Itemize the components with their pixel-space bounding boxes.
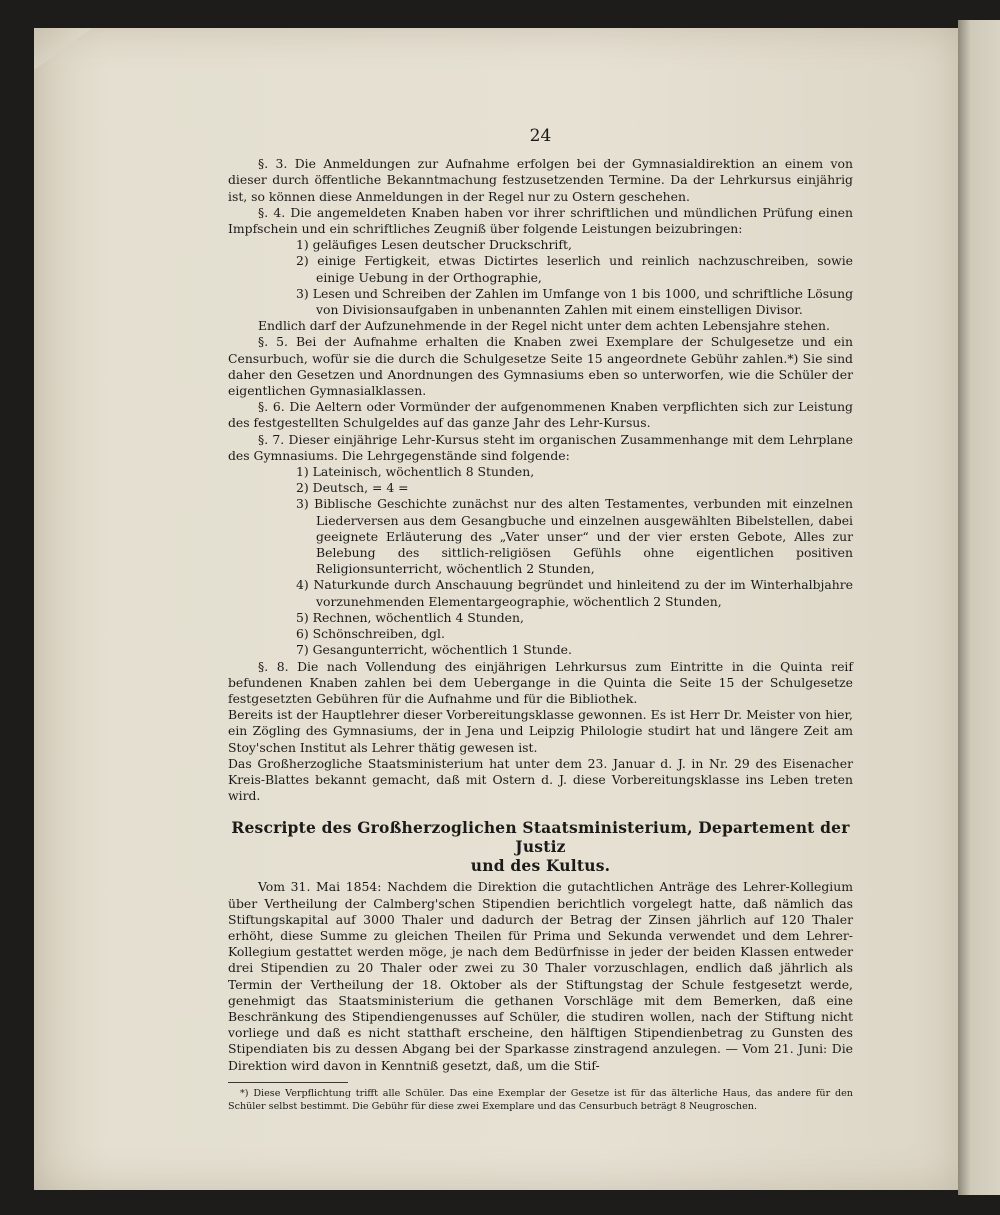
- list-item: 1) Lateinisch, wöchentlich 8 Stunden,: [296, 464, 535, 480]
- paragraph-s6: §. 6. Die Aeltern oder Vormünder der aufgenommenen Knaben verpflichten sich zur Leistung des festgestellten Schulgeldes auf das ganze Jahr des Lehr-Kursus.: [228, 399, 853, 431]
- list-item: 7) Gesangunterricht, wöchentlich 1 Stunde.: [296, 642, 572, 658]
- paragraph-s7: §. 7. Dieser einjährige Lehr-Kursus steht im organischen Zusammenhange mit dem Lehrplane des Gymnasiums. Die Lehrgegenstände sind folgende:: [228, 431, 853, 463]
- section-heading: [228, 818, 853, 875]
- list-item: 3) Lesen und Schreiben der Zahlen im Umfange von 1 bis 1000, und schriftliche Lösung von Divisionsaufgaben in unbenannten Zahlen mit einem einstelligen Divisor.: [296, 285, 853, 318]
- footnote-rule: [228, 1082, 348, 1083]
- paragraph-s5: §. 5. Bei der Aufnahme erhalten die Knaben zwei Exemplare der Schulgesetze und ein Censurbuch, wofür sie die durch die Schulgesetze Seite 15 angeordnete Gebühr zahlen.*) Sie sind daher den Gesetzen und Anordnungen des Gymnasiums eben so unterworfen, wie die Schüler der eigentlichen Gymnasialklassen.: [228, 334, 853, 399]
- list-item: 3) Biblische Geschichte zunächst nur des alten Testamentes, verbunden mit einzelnen Liederversen aus dem Gesangbuche und einzelnen ausgewählten Bibelstellen, dabei geeignete Erläuterung des „Vater unser“ und der vier ersten Gebote, Alles zur Belebung des sittlich-religiösen Gefühls ohne eigentlichen positiven Religionsunterricht, wöchentlich 2 Stunden,: [296, 496, 853, 577]
- footnote: *) Diese Verpflichtung trifft alle Schüler. Das eine Exemplar der Gesetze ist für das älterliche Haus, das andere für den Schüler selbst bestimmt. Die Gebühr für diese zwei Exemplare und das Censurbuch beträgt 8 Neugroschen.: [228, 1087, 853, 1112]
- adjacent-page-edge: [958, 20, 1000, 1195]
- page-text: [228, 128, 853, 1113]
- paragraph-s8: §. 8. Die nach Vollendung des einjährigen Lehrkursus zum Eintritte in die Quinta reif befundenen Knaben zahlen bei dem Uebergange in die Quinta die Seite 15 der Schulgesetze festgesetzten Gebühren für die Aufnahme und für die Bibliothek.: [228, 658, 853, 706]
- section-heading-line: und des Kultus.: [470, 856, 611, 876]
- paragraph-s4: §. 4. Die angemeldeten Knaben haben vor ihrer schriftlichen und mündlichen Prüfung einen Impfschein und ein schriftliches Zeugniß über folgende Leistungen beizubringen:: [228, 204, 853, 237]
- list-item: 5) Rechnen, wöchentlich 4 Stunden,: [296, 609, 524, 625]
- page-number: 24: [529, 126, 552, 146]
- paragraph-endlich: Endlich darf der Aufzunehmende in der Regel nicht unter dem achten Lebensjahre stehen.: [258, 318, 830, 334]
- paragraph-rescript: Vom 31. Mai 1854: Nachdem die Direktion die gutachtlichen Anträge des Lehrer-Kollegium über Vertheilung der Calmberg'schen Stipendien berichtlich vorgelegt hatte, daß nämlich das Stiftungskapital auf 3000 Thaler und dadurch der Betrag der Zinsen jährlich auf 120 Thaler erhöht, diese Summe zu gleichen Theilen für Prima und Sekunda verwendet und dem Lehrer-Kollegium gestattet werden möge, je nach dem Bedürfnisse in jeder der beiden Klassen entweder drei Stipendien zu 20 Thaler oder zwei zu 30 Thaler vorzuschlagen, endlich daß jährlich als Termin der Vertheilung der 18. Oktober als der Stiftungstag der Schule festgesetzt werde, genehmigt das Staatsministerium die gethanen Vorschläge mit dem Bemerken, daß eine Beschränkung des Stipendiengenusses auf Schüler, die studiren wollen, nach der Stiftung nicht vorliege und daß es nicht statthaft erscheine, den hälftigen Stipendienbetrag zu Gunsten des Stipendiaten bis zu dessen Abgang bei der Sparkasse zinstragend anzulegen. — Vom 21. Juni: Die Direktion wird davon in Kenntniß gesetzt, daß, um die Stif-: [228, 879, 853, 1073]
- section-heading-line: Rescripte des Großherzoglichen Staatsministerium, Departement der Justiz: [231, 818, 850, 857]
- list-item: 2) einige Fertigkeit, etwas Dictirtes leserlich und reinlich nachzuschreiben, sowie einige Uebung in der Orthographie,: [296, 253, 853, 285]
- paragraph-s3: §. 3. Die Anmeldungen zur Aufnahme erfolgen bei der Gymnasialdirektion an einem von dieser durch öffentliche Bekanntmachung festzusetzenden Termine. Da der Lehrkursus einjährig ist, so können diese Anmeldungen in der Regel nur zu Ostern geschehen.: [228, 156, 853, 204]
- list-item: 2) Deutsch, = 4 =: [296, 480, 409, 496]
- paragraph-hauptlehrer: Bereits ist der Hauptlehrer dieser Vorbereitungsklasse gewonnen. Es ist Herr Dr. Meister von hier, ein Zögling des Gymnasiums, der in Jena und Leipzig Philologie studirt hat und längere Zeit am Stoy'schen Institut als Lehrer thätig gewesen ist.: [228, 707, 853, 755]
- list-item: 1) geläufiges Lesen deutscher Druckschrift,: [296, 237, 572, 253]
- list-item: 6) Schönschreiben, dgl.: [296, 626, 445, 642]
- list-item: 4) Naturkunde durch Anschauung begründet und hinleitend zu der im Winterhalbjahre vorzunehmenden Elementargeographie, wöchentlich 2 Stunden,: [296, 577, 853, 609]
- paragraph-staatsministerium: Das Großherzogliche Staatsministerium hat unter dem 23. Januar d. J. in Nr. 29 des Eisenacher Kreis-Blattes bekannt gemacht, daß mit Ostern d. J. diese Vorbereitungsklasse ins Leben treten wird.: [228, 755, 853, 804]
